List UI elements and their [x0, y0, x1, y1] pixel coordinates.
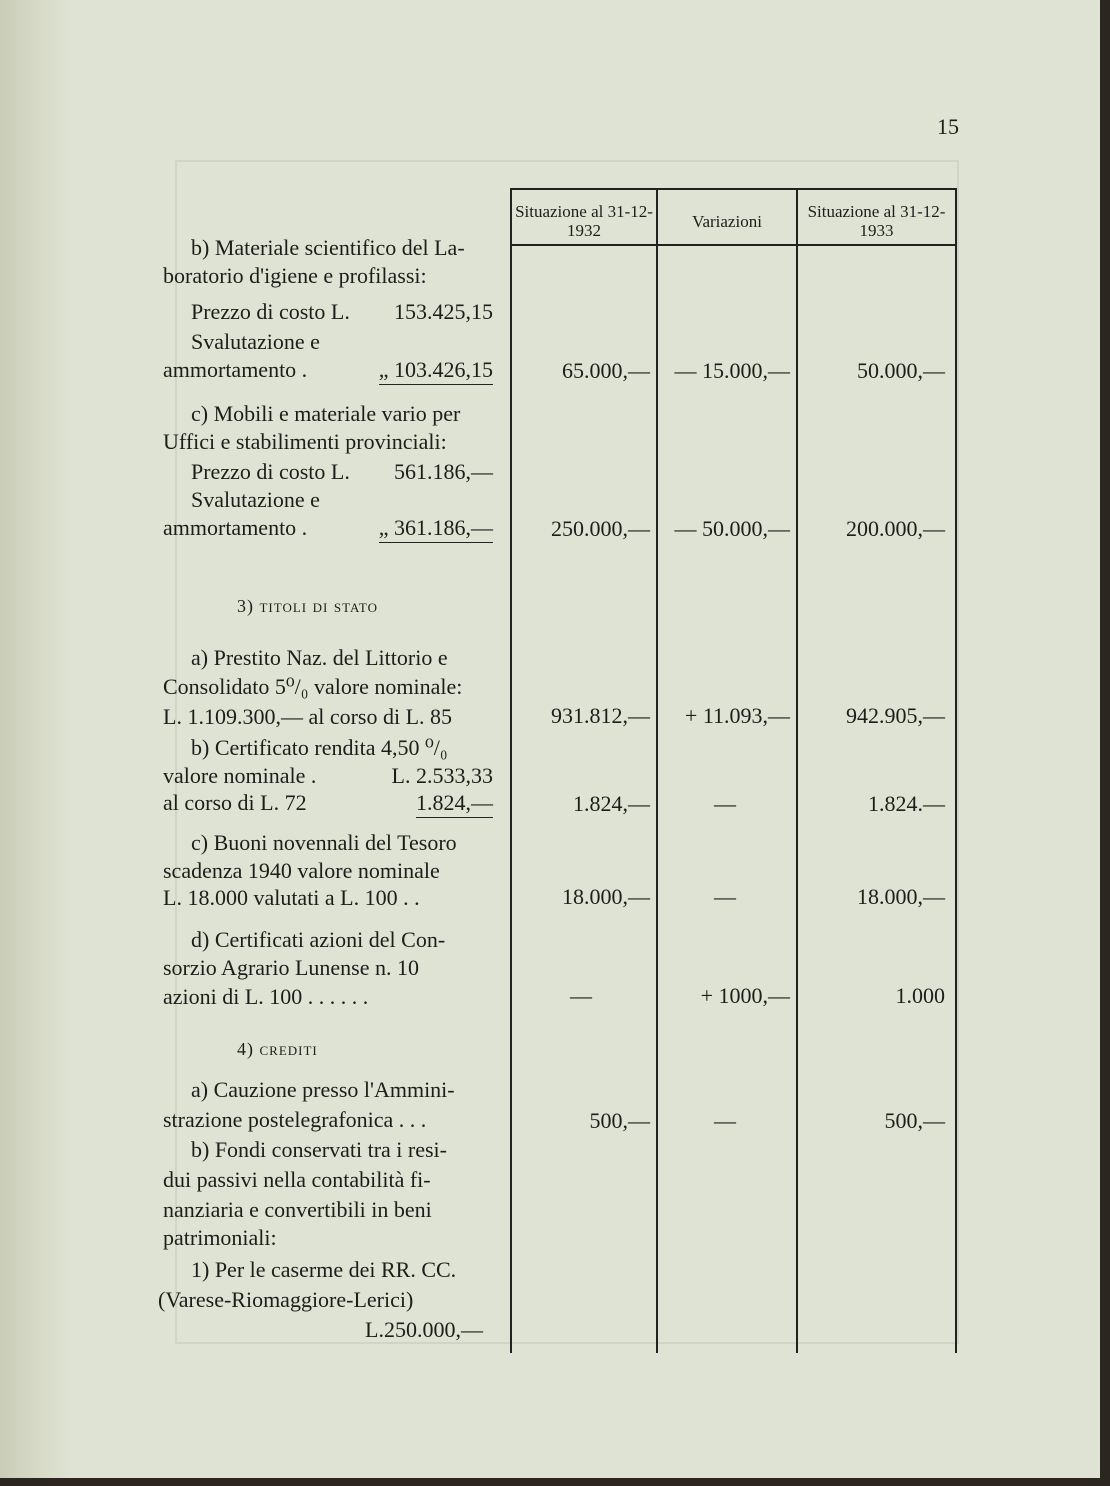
- text-line: strazione postelegrafonica . . .: [163, 1107, 427, 1132]
- text-line: dui passivi nella contabilità fi-: [163, 1167, 431, 1192]
- header-rule: [510, 244, 957, 246]
- text-line: Consolidato 5⁰/₀ valore nominale:: [163, 674, 463, 699]
- value-variation: —: [714, 884, 736, 909]
- text-line: [163, 356, 493, 385]
- value-variation: — 15.000,—: [674, 358, 790, 383]
- value-1932: 18.000,—: [562, 884, 650, 909]
- column-rule: [656, 188, 658, 1353]
- value-1932: —: [570, 983, 592, 1008]
- page-edge: [1100, 0, 1110, 1486]
- text-line: Uffici e stabilimenti provinciali:: [163, 429, 447, 454]
- value-1933: 500,—: [884, 1108, 945, 1133]
- column-rule: [796, 188, 798, 1353]
- amount: „ 361.186,—: [379, 514, 493, 543]
- value-1932: 500,—: [589, 1108, 650, 1133]
- text-line: b) Fondi conservati tra i resi-: [191, 1137, 447, 1162]
- text-line: d) Certificati azioni del Con-: [191, 927, 446, 952]
- value-variation: — 50.000,—: [674, 516, 790, 541]
- text-line: [163, 298, 493, 326]
- header-variazioni: Variazioni: [692, 212, 762, 231]
- page-number: 15: [937, 114, 959, 139]
- column-rule: [955, 188, 957, 1353]
- text-line: [163, 762, 493, 790]
- text-line: patrimoniali:: [163, 1225, 277, 1250]
- section-heading: 3) titoli di stato: [237, 596, 379, 616]
- value-1932: 931.812,—: [551, 703, 650, 728]
- label: al corso di L. 72: [163, 790, 307, 815]
- value-variation: —: [714, 1108, 736, 1133]
- text-line: c) Mobili e materiale vario per: [191, 401, 461, 426]
- section-heading: 4) crediti: [237, 1039, 318, 1059]
- text-line: sorzio Agrario Lunense n. 10: [163, 955, 419, 980]
- text-line: [163, 514, 493, 543]
- text-line: [163, 789, 493, 818]
- value-1933: 942.905,—: [846, 703, 945, 728]
- text-line: L. 1.109.300,— al corso di L. 85: [163, 704, 453, 729]
- text-line: Svalutazione e: [191, 487, 320, 512]
- label: ammortamento .: [163, 357, 308, 382]
- amount: 153.425,15: [394, 299, 493, 324]
- text-line: b) Materiale scientifico del La-: [191, 235, 465, 260]
- header-situazione-1932: Situazione al 31-12-1932: [515, 202, 653, 240]
- label: Prezzo di costo L.: [191, 299, 350, 324]
- amount: 561.186,—: [394, 459, 493, 484]
- text-line: boratorio d'igiene e profilassi:: [163, 263, 427, 288]
- value-1933: 50.000,—: [857, 358, 945, 383]
- text-line: [163, 458, 493, 486]
- text-line: L.250.000,—: [365, 1317, 483, 1342]
- text-line: a) Cauzione presso l'Ammini-: [191, 1077, 455, 1102]
- text-line: azioni di L. 100 . . . . . .: [163, 984, 369, 1009]
- text-line: a) Prestito Naz. del Littorio e: [191, 645, 448, 670]
- text-line: b) Certificato rendita 4,50 ⁰/₀: [191, 735, 448, 760]
- value-variation: —: [714, 791, 736, 816]
- value-1932: 1.824,—: [573, 791, 650, 816]
- text-line: nanziaria e convertibili in beni: [163, 1197, 432, 1222]
- text-line: L. 18.000 valutati a L. 100 . .: [163, 885, 420, 910]
- value-variation: + 11.093,—: [684, 703, 790, 728]
- value-1932: 65.000,—: [562, 358, 650, 383]
- value-variation: + 1000,—: [700, 983, 790, 1008]
- amount: 1.824,—: [416, 789, 493, 818]
- text-line: c) Buoni novennali del Tesoro: [191, 830, 457, 855]
- page-edge-bottom: [0, 1478, 1110, 1486]
- value-1932: 250.000,—: [551, 516, 650, 541]
- book-spine-shadow: [0, 0, 72, 1486]
- value-1933: 1.000: [895, 983, 945, 1008]
- amount: L. 2.533,33: [391, 763, 493, 788]
- table-top-rule: [510, 188, 957, 190]
- label: ammortamento .: [163, 515, 308, 540]
- text-line: Svalutazione e: [191, 329, 320, 354]
- text-line: 1) Per le caserme dei RR. CC.: [191, 1257, 457, 1282]
- amount: „ 103.426,15: [379, 356, 493, 385]
- header-situazione-1933: Situazione al 31-12-1933: [807, 202, 946, 240]
- value-1933: 18.000,—: [857, 884, 945, 909]
- value-1933: 200.000,—: [846, 516, 945, 541]
- label: Prezzo di costo L.: [191, 459, 350, 484]
- label: valore nominale .: [163, 763, 317, 788]
- value-1933: 1.824.—: [868, 791, 945, 816]
- text-line: (Varese-Riomaggiore-Lerici): [158, 1287, 414, 1312]
- text-line: scadenza 1940 valore nominale: [163, 858, 440, 883]
